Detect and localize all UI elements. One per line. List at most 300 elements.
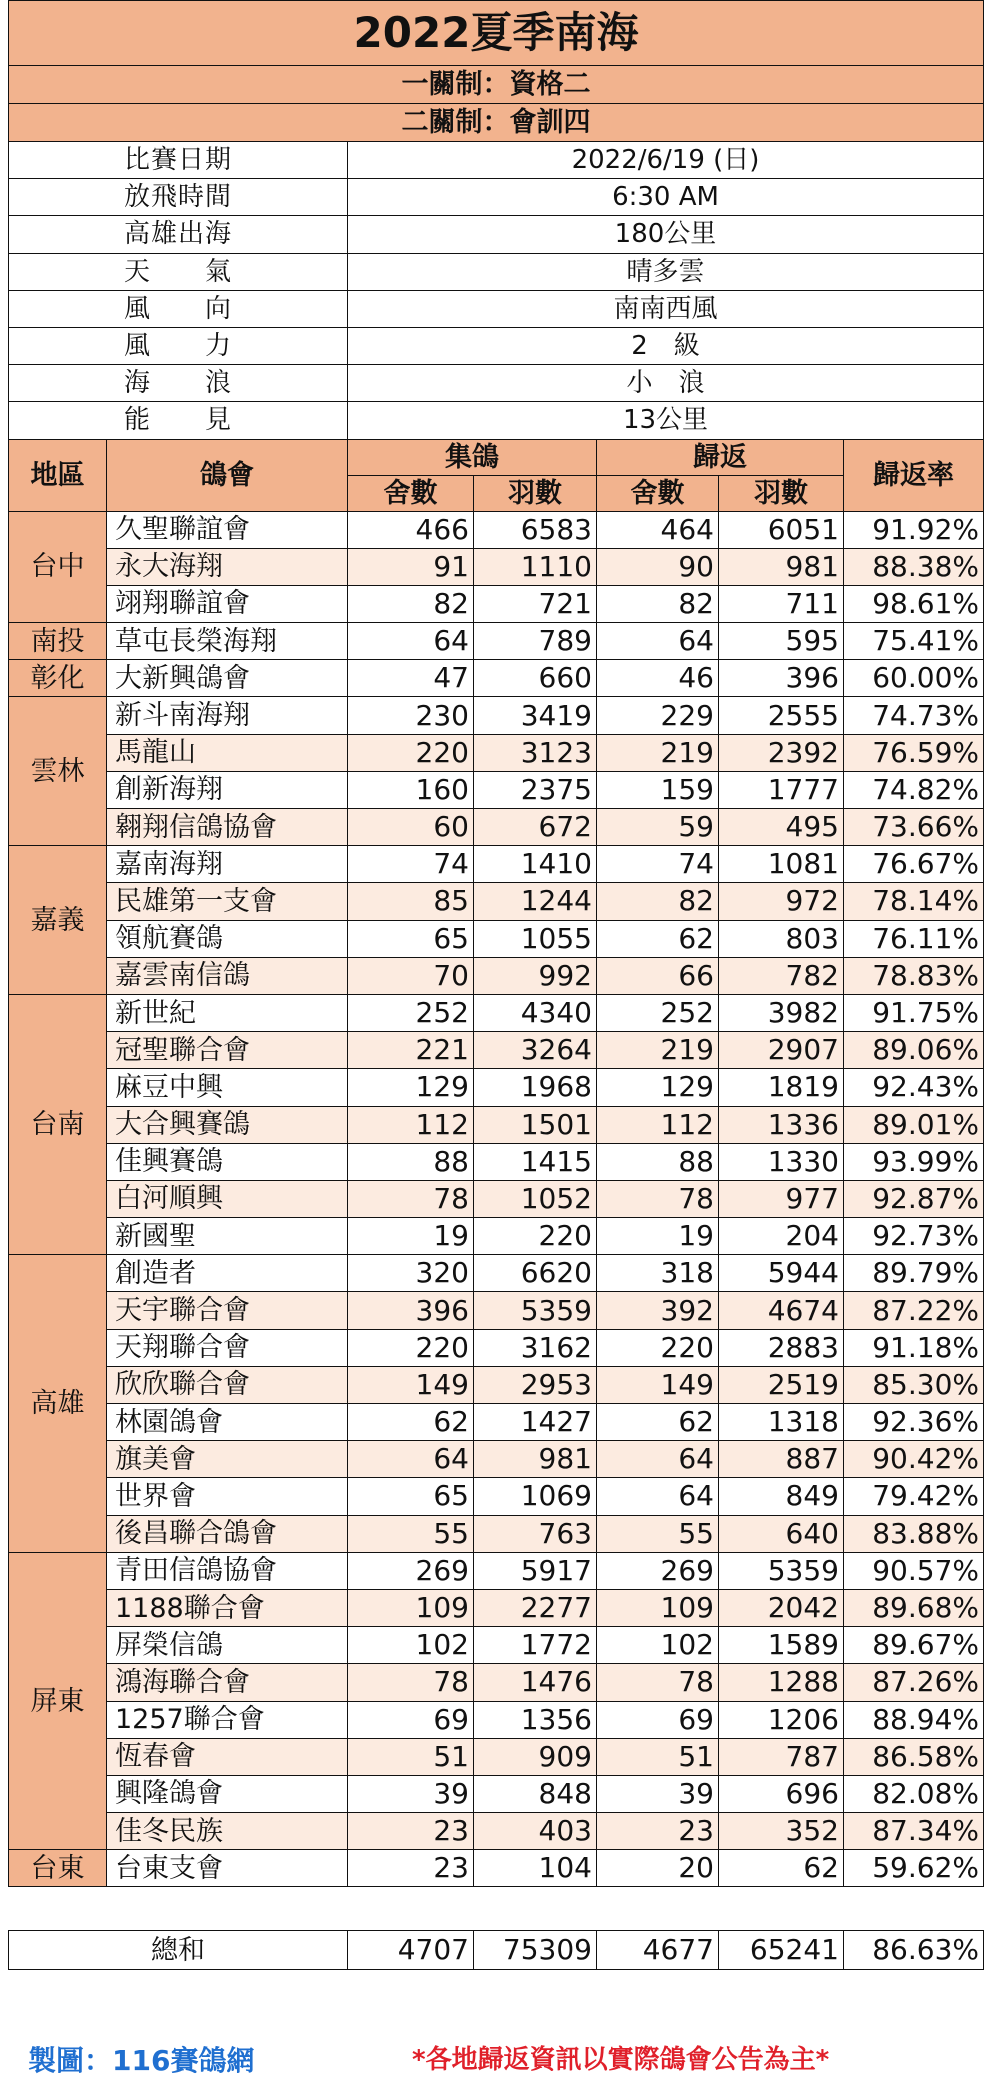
club-cell: 冠聖聯合會 [107, 1032, 348, 1069]
rate-cell: 92.73% [844, 1218, 984, 1255]
club-cell: 創造者 [107, 1255, 348, 1292]
rate-cell: 75.41% [844, 623, 984, 660]
table-row [9, 1218, 984, 1255]
return-lofts-cell: 219 [597, 1032, 719, 1069]
table-row [9, 809, 984, 846]
lofts-cell: 23 [348, 1813, 474, 1850]
info-value: 2022/6/19 (日) [348, 142, 984, 179]
lofts-cell: 82 [348, 585, 474, 622]
lofts-cell: 78 [348, 1180, 474, 1217]
birds-cell: 789 [474, 623, 597, 660]
table-row [9, 846, 984, 883]
rate-cell: 89.01% [844, 1106, 984, 1143]
birds-cell: 1052 [474, 1180, 597, 1217]
return-birds-cell: 1288 [719, 1664, 844, 1701]
birds-cell: 6583 [474, 511, 597, 548]
return-lofts-cell: 74 [597, 846, 719, 883]
rate-cell: 87.34% [844, 1813, 984, 1850]
return-lofts-cell: 66 [597, 957, 719, 994]
header-return-lofts: 舍數 [597, 475, 719, 511]
rate-cell: 76.59% [844, 734, 984, 771]
birds-cell: 763 [474, 1515, 597, 1552]
table-row [9, 734, 984, 771]
club-cell: 新國聖 [107, 1218, 348, 1255]
total-rate: 86.63% [844, 1931, 984, 1970]
lofts-cell: 466 [348, 511, 474, 548]
return-birds-cell: 887 [719, 1441, 844, 1478]
table-row [9, 1106, 984, 1143]
return-lofts-cell: 62 [597, 1404, 719, 1441]
info-value: 晴多雲 [348, 253, 984, 290]
total-row [9, 1931, 984, 1970]
return-birds-cell: 4674 [719, 1292, 844, 1329]
table-row [9, 994, 984, 1031]
table-row [9, 1664, 984, 1701]
return-birds-cell: 6051 [719, 511, 844, 548]
table-row [9, 771, 984, 808]
lofts-cell: 64 [348, 623, 474, 660]
return-lofts-cell: 19 [597, 1218, 719, 1255]
birds-cell: 672 [474, 809, 597, 846]
club-cell: 白河順興 [107, 1180, 348, 1217]
birds-cell: 220 [474, 1218, 597, 1255]
table-row [9, 1366, 984, 1403]
region-cell: 高雄 [9, 1255, 107, 1553]
header-rate: 歸返率 [844, 439, 984, 511]
rate-cell: 88.38% [844, 548, 984, 585]
return-birds-cell: 803 [719, 920, 844, 957]
club-cell: 林園鴿會 [107, 1404, 348, 1441]
return-lofts-cell: 269 [597, 1552, 719, 1589]
lofts-cell: 109 [348, 1589, 474, 1626]
table-row [9, 1589, 984, 1626]
birds-cell: 1501 [474, 1106, 597, 1143]
club-cell: 台東支會 [107, 1850, 348, 1887]
table-row [9, 623, 984, 660]
lofts-cell: 65 [348, 1478, 474, 1515]
table-row [9, 1143, 984, 1180]
lofts-cell: 19 [348, 1218, 474, 1255]
region-cell: 嘉義 [9, 846, 107, 995]
return-birds-cell: 696 [719, 1775, 844, 1812]
info-row [9, 402, 984, 439]
rate-cell: 91.75% [844, 994, 984, 1031]
lofts-cell: 320 [348, 1255, 474, 1292]
return-lofts-cell: 82 [597, 883, 719, 920]
lofts-cell: 112 [348, 1106, 474, 1143]
info-value: 小 浪 [348, 365, 984, 402]
birds-cell: 660 [474, 660, 597, 697]
info-label: 海 浪 [9, 365, 348, 402]
birds-cell: 1772 [474, 1627, 597, 1664]
info-label: 高雄出海 [9, 216, 348, 253]
total-label: 總和 [9, 1931, 348, 1970]
header-lofts: 舍數 [348, 475, 474, 511]
return-birds-cell: 5359 [719, 1552, 844, 1589]
rate-cell: 89.79% [844, 1255, 984, 1292]
birds-cell: 2277 [474, 1589, 597, 1626]
table-row [9, 697, 984, 734]
club-cell: 嘉雲南信鴿 [107, 957, 348, 994]
rate-cell: 83.88% [844, 1515, 984, 1552]
lofts-cell: 39 [348, 1775, 474, 1812]
table-row [9, 1180, 984, 1217]
table-row [9, 1850, 984, 1887]
header-return-birds: 羽數 [719, 475, 844, 511]
table-row [9, 1329, 984, 1366]
return-birds-cell: 396 [719, 660, 844, 697]
rate-cell: 59.62% [844, 1850, 984, 1887]
birds-cell: 4340 [474, 994, 597, 1031]
info-label: 比賽日期 [9, 142, 348, 179]
total-table [8, 1930, 984, 1970]
return-lofts-cell: 129 [597, 1069, 719, 1106]
return-lofts-cell: 64 [597, 1441, 719, 1478]
info-row [9, 142, 984, 179]
return-lofts-cell: 78 [597, 1180, 719, 1217]
rate-cell: 89.68% [844, 1589, 984, 1626]
table-row [9, 1775, 984, 1812]
birds-cell: 1110 [474, 548, 597, 585]
region-cell: 台東 [9, 1850, 107, 1887]
return-birds-cell: 204 [719, 1218, 844, 1255]
birds-cell: 848 [474, 1775, 597, 1812]
region-cell: 台中 [9, 511, 107, 623]
return-lofts-cell: 392 [597, 1292, 719, 1329]
lofts-cell: 74 [348, 846, 474, 883]
return-lofts-cell: 55 [597, 1515, 719, 1552]
return-birds-cell: 1318 [719, 1404, 844, 1441]
lofts-cell: 51 [348, 1738, 474, 1775]
total-lofts: 4707 [348, 1931, 474, 1970]
birds-cell: 1415 [474, 1143, 597, 1180]
region-cell: 雲林 [9, 697, 107, 846]
table-row [9, 1738, 984, 1775]
info-value: 13公里 [348, 402, 984, 439]
table-row [9, 1627, 984, 1664]
header-region: 地區 [9, 439, 107, 511]
lofts-cell: 396 [348, 1292, 474, 1329]
region-cell: 彰化 [9, 660, 107, 697]
lofts-cell: 78 [348, 1664, 474, 1701]
birds-cell: 1427 [474, 1404, 597, 1441]
info-row [9, 327, 984, 364]
return-lofts-cell: 20 [597, 1850, 719, 1887]
club-cell: 新斗南海翔 [107, 697, 348, 734]
total-birds: 75309 [474, 1931, 597, 1970]
birds-cell: 1356 [474, 1701, 597, 1738]
return-lofts-cell: 23 [597, 1813, 719, 1850]
results-sheet [8, 0, 983, 1970]
return-birds-cell: 1336 [719, 1106, 844, 1143]
return-birds-cell: 2519 [719, 1366, 844, 1403]
lofts-cell: 102 [348, 1627, 474, 1664]
birds-cell: 721 [474, 585, 597, 622]
table-row [9, 1701, 984, 1738]
club-cell: 民雄第一支會 [107, 883, 348, 920]
rate-cell: 78.83% [844, 957, 984, 994]
rate-cell: 82.08% [844, 1775, 984, 1812]
return-lofts-cell: 220 [597, 1329, 719, 1366]
club-cell: 草屯長榮海翔 [107, 623, 348, 660]
table-row [9, 585, 984, 622]
lofts-cell: 65 [348, 920, 474, 957]
rate-cell: 98.61% [844, 585, 984, 622]
rate-cell: 79.42% [844, 1478, 984, 1515]
info-label: 天 氣 [9, 253, 348, 290]
rate-cell: 78.14% [844, 883, 984, 920]
table-row [9, 1255, 984, 1292]
table-row [9, 883, 984, 920]
lofts-cell: 23 [348, 1850, 474, 1887]
lofts-cell: 70 [348, 957, 474, 994]
lofts-cell: 55 [348, 1515, 474, 1552]
return-lofts-cell: 59 [597, 809, 719, 846]
table-row [9, 1292, 984, 1329]
rate-cell: 74.73% [844, 697, 984, 734]
info-row [9, 253, 984, 290]
info-row [9, 216, 984, 253]
return-birds-cell: 972 [719, 883, 844, 920]
race-table [8, 0, 984, 1887]
rate-cell: 86.58% [844, 1738, 984, 1775]
rate-cell: 73.66% [844, 809, 984, 846]
return-birds-cell: 981 [719, 548, 844, 585]
info-row [9, 179, 984, 216]
club-cell: 創新海翔 [107, 771, 348, 808]
birds-cell: 1244 [474, 883, 597, 920]
lofts-cell: 149 [348, 1366, 474, 1403]
club-cell: 1257聯合會 [107, 1701, 348, 1738]
lofts-cell: 47 [348, 660, 474, 697]
rate-cell: 92.43% [844, 1069, 984, 1106]
return-lofts-cell: 82 [597, 585, 719, 622]
return-lofts-cell: 46 [597, 660, 719, 697]
rate-cell: 93.99% [844, 1143, 984, 1180]
lofts-cell: 69 [348, 1701, 474, 1738]
birds-cell: 3162 [474, 1329, 597, 1366]
return-birds-cell: 495 [719, 809, 844, 846]
column-header-row [9, 439, 984, 475]
return-birds-cell: 1206 [719, 1701, 844, 1738]
club-cell: 久聖聯誼會 [107, 511, 348, 548]
club-cell: 欣欣聯合會 [107, 1366, 348, 1403]
lofts-cell: 129 [348, 1069, 474, 1106]
return-birds-cell: 2042 [719, 1589, 844, 1626]
club-cell: 興隆鴿會 [107, 1775, 348, 1812]
header-birds: 羽數 [474, 475, 597, 511]
return-birds-cell: 3982 [719, 994, 844, 1031]
table-row [9, 1552, 984, 1589]
return-birds-cell: 2555 [719, 697, 844, 734]
lofts-cell: 230 [348, 697, 474, 734]
birds-cell: 1069 [474, 1478, 597, 1515]
club-cell: 恆春會 [107, 1738, 348, 1775]
club-cell: 青田信鴿協會 [107, 1552, 348, 1589]
return-lofts-cell: 78 [597, 1664, 719, 1701]
rate-cell: 76.67% [844, 846, 984, 883]
club-cell: 佳冬民族 [107, 1813, 348, 1850]
return-birds-cell: 1589 [719, 1627, 844, 1664]
birds-cell: 981 [474, 1441, 597, 1478]
birds-cell: 3419 [474, 697, 597, 734]
return-lofts-cell: 102 [597, 1627, 719, 1664]
table-row [9, 1515, 984, 1552]
rule-one: 一關制：資格二 [9, 66, 984, 104]
birds-cell: 992 [474, 957, 597, 994]
rate-cell: 90.42% [844, 1441, 984, 1478]
lofts-cell: 252 [348, 994, 474, 1031]
birds-cell: 5917 [474, 1552, 597, 1589]
rule-two: 二關制：會訓四 [9, 104, 984, 142]
club-cell: 1188聯合會 [107, 1589, 348, 1626]
credit-text: 製圖：116賽鴿網 [28, 2044, 255, 2077]
return-birds-cell: 62 [719, 1850, 844, 1887]
region-cell: 台南 [9, 994, 107, 1254]
lofts-cell: 62 [348, 1404, 474, 1441]
return-birds-cell: 711 [719, 585, 844, 622]
club-cell: 後昌聯合鴿會 [107, 1515, 348, 1552]
return-lofts-cell: 464 [597, 511, 719, 548]
rate-cell: 89.67% [844, 1627, 984, 1664]
birds-cell: 2953 [474, 1366, 597, 1403]
club-cell: 鴻海聯合會 [107, 1664, 348, 1701]
header-return: 歸返 [597, 439, 844, 475]
rate-cell: 60.00% [844, 660, 984, 697]
info-label: 風 向 [9, 290, 348, 327]
return-birds-cell: 787 [719, 1738, 844, 1775]
table-row [9, 511, 984, 548]
table-row [9, 920, 984, 957]
lofts-cell: 88 [348, 1143, 474, 1180]
return-birds-cell: 2883 [719, 1329, 844, 1366]
club-cell: 新世紀 [107, 994, 348, 1031]
return-lofts-cell: 51 [597, 1738, 719, 1775]
club-cell: 翱翔信鴿協會 [107, 809, 348, 846]
table-row [9, 1069, 984, 1106]
info-label: 能 見 [9, 402, 348, 439]
spacer [8, 1887, 983, 1930]
club-cell: 永大海翔 [107, 548, 348, 585]
club-cell: 馬龍山 [107, 734, 348, 771]
club-cell: 麻豆中興 [107, 1069, 348, 1106]
lofts-cell: 269 [348, 1552, 474, 1589]
club-cell: 天翔聯合會 [107, 1329, 348, 1366]
club-cell: 翊翔聯誼會 [107, 585, 348, 622]
table-row [9, 1404, 984, 1441]
return-lofts-cell: 39 [597, 1775, 719, 1812]
return-birds-cell: 2907 [719, 1032, 844, 1069]
return-lofts-cell: 112 [597, 1106, 719, 1143]
birds-cell: 6620 [474, 1255, 597, 1292]
total-return-birds: 65241 [719, 1931, 844, 1970]
rate-cell: 87.22% [844, 1292, 984, 1329]
return-birds-cell: 977 [719, 1180, 844, 1217]
table-row [9, 548, 984, 585]
club-cell: 大合興賽鴿 [107, 1106, 348, 1143]
page-title: 2022夏季南海 [9, 1, 984, 66]
return-birds-cell: 2392 [719, 734, 844, 771]
table-row [9, 660, 984, 697]
return-birds-cell: 5944 [719, 1255, 844, 1292]
return-lofts-cell: 159 [597, 771, 719, 808]
table-row [9, 957, 984, 994]
rate-cell: 74.82% [844, 771, 984, 808]
birds-cell: 1968 [474, 1069, 597, 1106]
lofts-cell: 160 [348, 771, 474, 808]
return-birds-cell: 595 [719, 623, 844, 660]
birds-cell: 3123 [474, 734, 597, 771]
region-cell: 南投 [9, 623, 107, 660]
birds-cell: 5359 [474, 1292, 597, 1329]
info-row [9, 290, 984, 327]
return-lofts-cell: 219 [597, 734, 719, 771]
table-row [9, 1032, 984, 1069]
info-value: 6:30 AM [348, 179, 984, 216]
return-lofts-cell: 318 [597, 1255, 719, 1292]
info-value: 180公里 [348, 216, 984, 253]
rate-cell: 91.18% [844, 1329, 984, 1366]
total-return-lofts: 4677 [597, 1931, 719, 1970]
return-lofts-cell: 90 [597, 548, 719, 585]
club-cell: 嘉南海翔 [107, 846, 348, 883]
return-birds-cell: 1777 [719, 771, 844, 808]
return-lofts-cell: 62 [597, 920, 719, 957]
club-cell: 旗美會 [107, 1441, 348, 1478]
return-lofts-cell: 149 [597, 1366, 719, 1403]
birds-cell: 1055 [474, 920, 597, 957]
return-lofts-cell: 109 [597, 1589, 719, 1626]
table-row [9, 1441, 984, 1478]
info-row [9, 365, 984, 402]
club-cell: 世界會 [107, 1478, 348, 1515]
rate-cell: 89.06% [844, 1032, 984, 1069]
lofts-cell: 85 [348, 883, 474, 920]
club-cell: 領航賽鴿 [107, 920, 348, 957]
return-lofts-cell: 229 [597, 697, 719, 734]
return-birds-cell: 640 [719, 1515, 844, 1552]
return-birds-cell: 352 [719, 1813, 844, 1850]
rate-cell: 91.92% [844, 511, 984, 548]
birds-cell: 909 [474, 1738, 597, 1775]
lofts-cell: 220 [348, 1329, 474, 1366]
club-cell: 天宇聯合會 [107, 1292, 348, 1329]
club-cell: 屏榮信鴿 [107, 1627, 348, 1664]
return-lofts-cell: 64 [597, 1478, 719, 1515]
birds-cell: 3264 [474, 1032, 597, 1069]
return-lofts-cell: 64 [597, 623, 719, 660]
lofts-cell: 91 [348, 548, 474, 585]
birds-cell: 403 [474, 1813, 597, 1850]
header-collect: 集鴿 [348, 439, 597, 475]
return-lofts-cell: 88 [597, 1143, 719, 1180]
birds-cell: 1410 [474, 846, 597, 883]
header-club: 鴿會 [107, 439, 348, 511]
info-value: 南南西風 [348, 290, 984, 327]
footer [0, 2037, 990, 2077]
return-birds-cell: 1819 [719, 1069, 844, 1106]
info-label: 風 力 [9, 327, 348, 364]
rate-cell: 92.36% [844, 1404, 984, 1441]
lofts-cell: 64 [348, 1441, 474, 1478]
return-birds-cell: 849 [719, 1478, 844, 1515]
return-birds-cell: 1330 [719, 1143, 844, 1180]
footnote-text: *各地歸返資訊以實際鴿會公告為主* [412, 2045, 830, 2075]
return-birds-cell: 782 [719, 957, 844, 994]
return-lofts-cell: 69 [597, 1701, 719, 1738]
info-value: 2 級 [348, 327, 984, 364]
club-cell: 大新興鴿會 [107, 660, 348, 697]
